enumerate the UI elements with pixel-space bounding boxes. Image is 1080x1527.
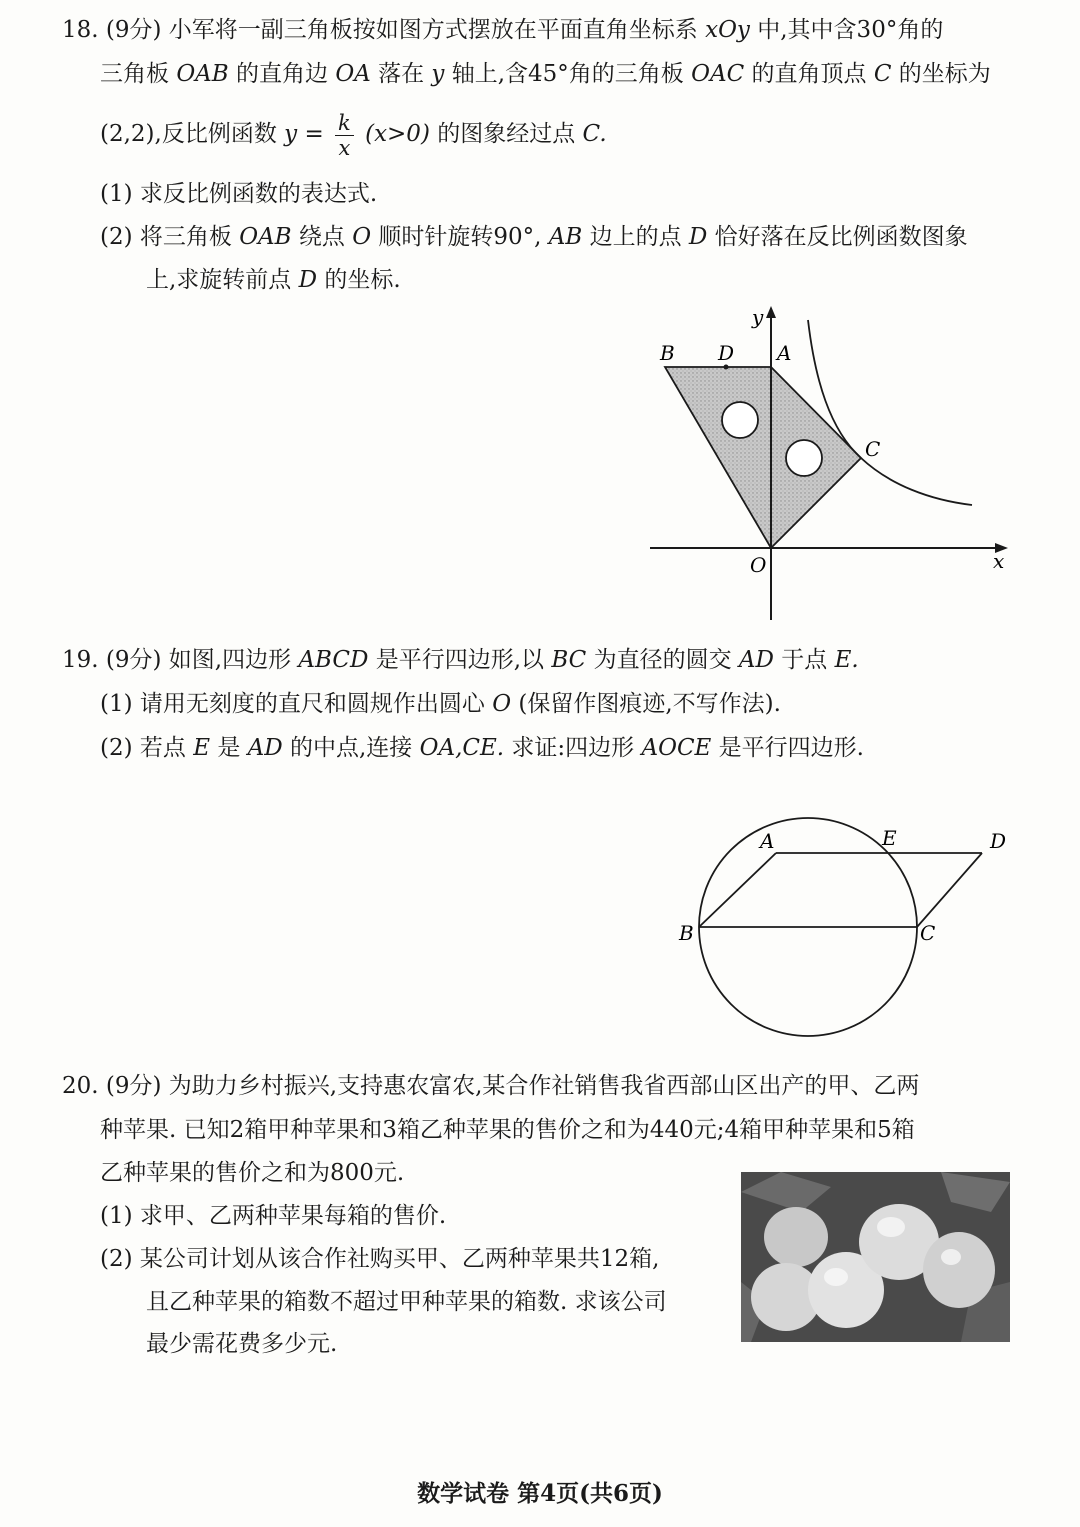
q18-line-2 [100,58,991,90]
math-var: AD [247,735,283,761]
point-d [724,365,729,370]
page-footer: 数学试卷 第4页(共6页) [417,1480,663,1507]
text-segment: 的图象经过点 [437,121,576,147]
text-segment: 的坐标为 [898,61,991,87]
q20-line-1 [62,1070,919,1102]
math-var: AB [548,224,583,250]
q20-line-3: 乙种苹果的售价之和为800元. [100,1160,405,1186]
question-number: 20. [62,1073,99,1099]
math-var: O [352,224,372,250]
q18-line-1 [62,14,943,46]
label-d: D [718,341,735,365]
apple [923,1232,995,1308]
q20-part-2-cont: 且乙种苹果的箱数不超过甲种苹果的箱数. 求该公司 [146,1289,667,1315]
label-b: B [660,341,675,365]
label-a: A [777,341,792,365]
q19-figure [670,815,1020,1040]
question-number: 19. [62,647,99,673]
text-segment: 为助力乡村振兴,支持惠农富农,某合作社销售我省西部山区出产的甲、乙两 [168,1073,920,1099]
label-d: D [990,829,1007,853]
q20-part-2-cont: 最少需花费多少元. [146,1331,338,1357]
q20-part-2: (2) 某公司计划从该合作社购买甲、乙两种苹果共12箱, [100,1246,660,1272]
q20-line-2: 种苹果. 已知2箱甲种苹果和3箱乙种苹果的售价之和为440元;4箱甲种苹果和5箱 [100,1117,915,1143]
q18-part-2-cont [146,264,401,296]
math-var: OAB [176,61,229,87]
question-score: (9分) [105,647,162,673]
hole-circle [786,440,822,476]
label-c: C [920,921,936,945]
question-score: (9分) [105,1073,162,1099]
math-var: C. [582,121,607,147]
text-segment: (1) 请用无刻度的直尺和圆规作出圆心 [100,691,485,717]
text-segment: 是 [217,735,241,761]
text-segment: 中,其中含30°角的 [757,17,944,43]
text-segment: 恰好落在反比例函数图象 [714,224,968,250]
apple-photo [741,1172,1010,1342]
fraction-denominator: x [338,135,351,160]
label-y: y [752,305,764,329]
label-c: C [865,437,881,461]
q18-part-1: (1) 求反比例函数的表达式. [100,181,378,207]
text-segment: 顺时针旋转90°, [378,224,542,250]
math-var: O [492,691,512,717]
text-segment: 的坐标. [324,267,401,293]
math-var: AOCE [641,735,712,761]
text-segment: 的中点,连接 [290,735,413,761]
math-var: OA [335,61,371,87]
text-segment: (2) 若点 [100,735,186,761]
q18-figure [640,300,1020,625]
text-segment: 于点 [781,647,828,673]
text-segment: 如图,四边形 [168,647,292,673]
math-var: OA,CE. [419,735,505,761]
label-b: B [679,921,694,945]
fraction-numerator: k [335,111,354,136]
segment-ab [699,853,776,927]
math-var: ABCD [298,647,369,673]
text-segment: 小军将一副三角板按如图方式摆放在平面直角坐标系 [168,17,698,43]
label-e: E [882,826,897,850]
text-segment: 上,求旋转前点 [146,267,292,293]
text-segment: 落在 [378,61,425,87]
text-segment: 的直角边 [236,61,328,87]
math-var: y = [284,121,324,147]
text-segment: 边上的点 [589,224,682,250]
q19-part-1 [100,688,781,720]
math-var: C [873,61,892,87]
q18-line-3 [100,108,607,160]
text-segment: (2) 将三角板 [100,224,232,250]
text-segment: 轴上,含45°角的三角板 [451,61,684,87]
math-var: OAB [239,224,292,250]
q18-part-2 [100,221,968,253]
q19-line-1 [62,644,859,676]
text-segment: (保留作图痕迹,不写作法). [518,691,781,717]
math-var: (x>0) [365,121,430,147]
text-segment: 为直径的圆交 [593,647,732,673]
math-var: E [193,735,210,761]
text-segment: 是平行四边形,以 [375,647,545,673]
label-x: x [993,549,1005,573]
text-segment: (2,2),反比例函数 [100,121,277,147]
text-segment: 求证:四边形 [511,735,635,761]
text-segment: 绕点 [298,224,345,250]
q20-part-1: (1) 求甲、乙两种苹果每箱的售价. [100,1203,447,1229]
question-number: 18. [62,17,99,43]
math-var: D [688,224,708,250]
triangle-oab [665,367,771,548]
apple-illustration [741,1172,1010,1342]
fraction [335,111,354,160]
segment-dc [917,853,982,927]
label-a: A [760,829,775,853]
text-segment: 的直角顶点 [751,61,867,87]
hole-circle [722,402,758,438]
math-var: xOy [705,17,750,43]
math-var: E. [834,647,859,673]
text-segment: 是平行四边形. [718,735,864,761]
text-segment: 三角板 [100,61,169,87]
math-var: OAC [691,61,745,87]
q19-part-2 [100,732,864,764]
math-var: AD [738,647,774,673]
math-var: y [431,61,445,87]
apple [764,1207,828,1267]
question-score: (9分) [105,17,162,43]
label-o: O [750,553,767,577]
math-var: D [298,267,318,293]
y-axis-arrow [766,306,776,318]
math-var: BC [551,647,587,673]
